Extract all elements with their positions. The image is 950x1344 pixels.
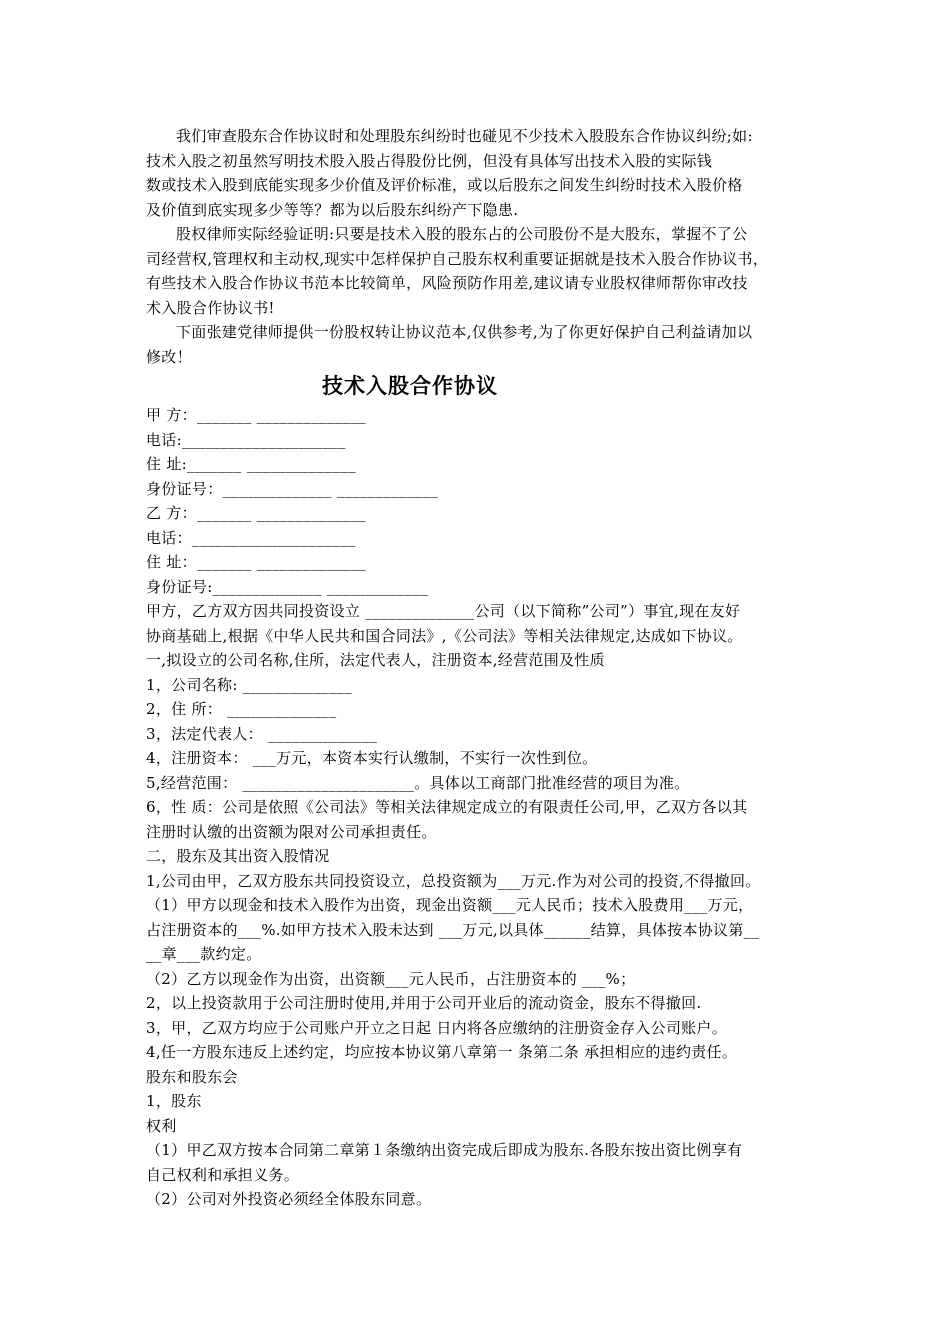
intro-paragraph-3 xyxy=(146,320,822,369)
text-line: 甲方，乙方双方因共同投资设立 ______________公司（以下简称”公司”）事宜,现在友好 xyxy=(146,602,741,620)
text-line: 3，甲，乙双方均应于公司账户开立之日起 日内将各应缴纳的注册资金存入公司账户。 xyxy=(146,1018,728,1037)
text-line: 有些技术入股合作协议书范本比较简单，风险预防作用差,建议请专业股权律师帮你审改技 xyxy=(146,274,748,292)
party-b-id-field: 身份证号:______________ _____________ xyxy=(146,577,429,596)
text-line: 我们审查股东合作协议时和处理股东纠纷时也碰见不少技术入股股东合作协议纠纷;如: xyxy=(176,127,753,145)
text-line: 2，住 所： ______________ xyxy=(146,700,337,718)
text-line: 4,任一方股东违反上述约定，均应按本协议第八章第一 条第二条 承担相应的违约责任。 xyxy=(146,1043,738,1061)
text-line: 权利 xyxy=(146,1116,177,1135)
section-heading: 二，股东及其出资入股情况 xyxy=(146,847,330,865)
text-line: 4，注册资本： ___万元，本资本实行认缴制，不实行一次性到位。 xyxy=(146,749,598,767)
text-line: （2）公司对外投资必须经全体股东同意。 xyxy=(146,1190,432,1208)
text-line: 3，法定代表人： ______________ xyxy=(146,724,378,743)
text-line: 协商基础上,根据《中华人民共和国合同法》,《公司法》等相关法律规定,达成如下协议。 xyxy=(146,626,743,645)
party-a-phone-field: 电话:_____________________ xyxy=(146,430,346,449)
party-a-name-field: 甲 方：_______ ______________ xyxy=(146,406,366,424)
agreement-body xyxy=(146,403,822,1212)
text-line: 1，公司名称: ______________ xyxy=(146,675,352,694)
party-a-id-field: 身份证号：______________ _____________ xyxy=(146,479,439,498)
text-line: 1,公司由甲，乙双方股东共同投资设立，总投资额为___万元.作为对公司的投资,不得撤回。 xyxy=(146,871,761,890)
intro-paragraph-1 xyxy=(146,124,822,222)
text-line: 注册时认缴的出资额为限对公司承担责任。 xyxy=(146,822,437,841)
text-line: 修改！ xyxy=(146,347,192,366)
text-line: （2）乙方以现金作为出资，出资额___元人民币，占注册资本的 ___%； xyxy=(146,969,636,988)
section-heading: 一,拟设立的公司名称,住所，法定代表人，注册资本,经营范围及性质 xyxy=(146,651,605,669)
text-line: 术入股合作协议书! xyxy=(146,298,275,317)
text-line: （1）甲乙双方按本合同第二章第１条缴纳出资完成后即成为股东.各股东按出资比例享有 xyxy=(146,1141,743,1159)
text-line: 技术入股之初虽然写明技术股入股占得股份比例，但没有具体写出技术入股的实际钱 xyxy=(146,151,713,170)
text-line: 及价值到底实现多少等等？都为以后股东纠纷产下隐患. xyxy=(146,200,519,219)
text-line: 自己权利和承担义务。 xyxy=(146,1165,300,1184)
text-line: 下面张建党律师提供一份股权转让协议范本,仅供参考,为了你更好保护自己利益请加以 xyxy=(176,323,753,341)
text-line: 5,经营范围： ______________________。具体以工商部门批准经营的项目为准。 xyxy=(146,773,690,792)
section-heading: 股东和股东会 xyxy=(146,1067,238,1086)
party-a-address-field: 住 址:_______ ______________ xyxy=(146,455,356,473)
text-line: 占注册资本的___%.如甲方技术入股未达到 ___万元,以具体______结算，具体按本协议第__ xyxy=(146,920,760,939)
text-line: 司经营权,管理权和主动权,现实中怎样保护自己股东权利重要证据就是技术入股合作协议书， xyxy=(146,249,769,268)
document-title: 技术入股合作协议 xyxy=(322,374,498,398)
text-line: 2，以上投资款用于公司注册时使用,并用于公司开业后的流动资金，股东不得撤回. xyxy=(146,994,702,1012)
document-content xyxy=(146,124,822,1212)
text-line: 6，性 质：公司是依照《公司法》等相关法律规定成立的有限责任公司,甲，乙双方各以其 xyxy=(146,798,748,816)
text-line: 数或技术入股到底能实现多少价值及评价标准，或以后股东之间发生纠纷时技术入股价格 xyxy=(146,176,743,194)
text-line: 股权律师实际经验证明:只要是技术入股的股东占的公司股份不是大股东，掌握不了公 xyxy=(176,225,748,243)
party-b-phone-field: 电话：_____________________ xyxy=(146,528,356,547)
intro-paragraph-2 xyxy=(146,222,822,320)
party-b-name-field: 乙 方：_______ ______________ xyxy=(146,504,366,522)
text-line: （1）甲方以现金和技术入股作为出资，现金出资额___元人民币；技术入股费用___万元， xyxy=(146,896,754,914)
text-line: __章___款约定。 xyxy=(146,945,262,963)
party-b-address-field: 住 址：_______ ______________ xyxy=(146,553,366,571)
text-line: 1，股东 xyxy=(146,1092,202,1110)
